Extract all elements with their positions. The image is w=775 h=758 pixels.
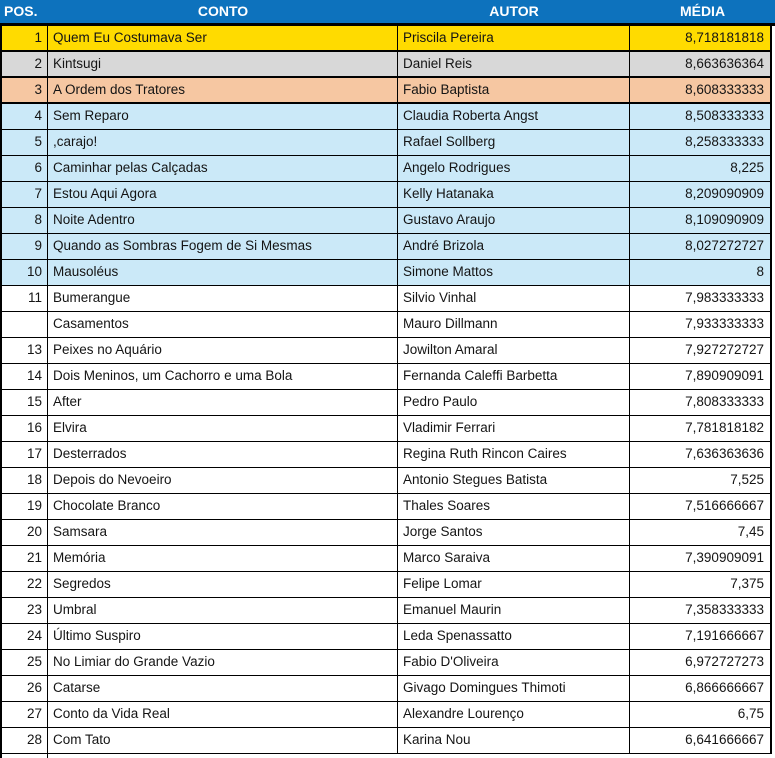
autor-cell[interactable]: Thales Soares: [398, 494, 630, 519]
conto-cell[interactable]: Umbral: [48, 598, 398, 623]
table-row: [2, 442, 770, 468]
pos-cell[interactable]: 25: [2, 650, 48, 675]
table-row: [2, 546, 770, 572]
media-cell[interactable]: 7,808333333: [685, 394, 764, 409]
pos-cell[interactable]: 18: [2, 468, 48, 493]
autor-cell[interactable]: Antonio Stegues Batista: [398, 468, 630, 493]
autor-cell[interactable]: Alexandre Lourenço: [398, 702, 630, 727]
pos-cell[interactable]: 13: [2, 338, 48, 363]
media-cell[interactable]: 7,890909091: [685, 368, 764, 383]
autor-cell[interactable]: Karina Nou: [398, 728, 630, 753]
conto-cell[interactable]: Samsara: [48, 520, 398, 545]
pos-cell[interactable]: 16: [2, 416, 48, 441]
conto-cell[interactable]: Catarse: [48, 676, 398, 701]
conto-cell[interactable]: Quando as Sombras Fogem de Si Mesmas: [48, 234, 398, 259]
pos-cell[interactable]: 23: [2, 598, 48, 623]
pos-cell[interactable]: 19: [2, 494, 48, 519]
pos-cell[interactable]: 22: [2, 572, 48, 597]
table-row: [2, 390, 770, 416]
autor-cell[interactable]: André Brizola: [398, 234, 630, 259]
autor-cell[interactable]: Fabio Baptista: [398, 78, 630, 102]
table-row: [2, 312, 770, 338]
table-body: [0, 26, 772, 754]
conto-cell[interactable]: Depois do Nevoeiro: [48, 468, 398, 493]
pos-cell[interactable]: 15: [2, 390, 48, 415]
conto-cell[interactable]: Kintsugi: [48, 52, 398, 76]
media-cell[interactable]: 8,225: [730, 160, 764, 175]
conto-cell[interactable]: Último Suspiro: [48, 624, 398, 649]
header-conto[interactable]: CONTO: [197, 3, 249, 19]
pos-cell[interactable]: 27: [2, 702, 48, 727]
table-row: [2, 364, 770, 390]
autor-cell[interactable]: Mauro Dillmann: [398, 312, 630, 337]
table-row: [2, 572, 770, 598]
table-row: [2, 624, 770, 650]
table-row: [2, 338, 770, 364]
conto-cell[interactable]: Dois Meninos, um Cachorro e uma Bola: [48, 364, 398, 389]
autor-cell[interactable]: Fabio D'Oliveira: [398, 650, 630, 675]
autor-cell[interactable]: Emanuel Maurin: [398, 598, 630, 623]
table-row: [2, 104, 770, 130]
table-row: [2, 130, 770, 156]
media-cell[interactable]: 6,75: [737, 706, 764, 721]
table-row: [2, 676, 770, 702]
conto-cell[interactable]: ,carajo!: [48, 130, 398, 155]
pos-cell[interactable]: 1: [2, 26, 48, 50]
table-row: [2, 468, 770, 494]
conto-cell[interactable]: Noite Adentro: [48, 208, 398, 233]
table-row: [2, 208, 770, 234]
media-cell[interactable]: 6,641666667: [685, 732, 764, 747]
conto-cell[interactable]: Sem Reparo: [48, 104, 398, 129]
autor-cell[interactable]: Leda Spenassatto: [398, 624, 630, 649]
media-cell[interactable]: 8,608333333: [685, 82, 764, 97]
conto-cell[interactable]: A Ordem dos Tratores: [48, 78, 398, 102]
autor-cell[interactable]: Angelo Rodrigues: [398, 156, 630, 181]
autor-cell[interactable]: Vladimir Ferrari: [398, 416, 630, 441]
media-cell[interactable]: 7,390909091: [685, 550, 764, 565]
header-pos[interactable]: POS.: [4, 3, 38, 19]
conto-cell[interactable]: Conto da Vida Real: [48, 702, 398, 727]
media-cell[interactable]: 8,209090909: [685, 186, 764, 201]
table-row: [2, 234, 770, 260]
table-row: [2, 26, 770, 52]
table-row: [2, 182, 770, 208]
media-cell[interactable]: 8,258333333: [685, 134, 764, 149]
media-cell[interactable]: 8,718181818: [685, 30, 764, 45]
header-media[interactable]: MÉDIA: [679, 3, 726, 19]
media-cell[interactable]: 7,781818182: [685, 420, 764, 435]
autor-cell[interactable]: Jowilton Amaral: [398, 338, 630, 363]
conto-cell[interactable]: Casamentos: [48, 312, 398, 337]
pos-cell[interactable]: 14: [2, 364, 48, 389]
media-cell[interactable]: 8,663636364: [685, 56, 764, 71]
pos-cell[interactable]: 24: [2, 624, 48, 649]
conto-cell[interactable]: After: [48, 390, 398, 415]
autor-cell[interactable]: Gustavo Araujo: [398, 208, 630, 233]
media-cell[interactable]: 8: [756, 264, 764, 279]
partial-pos-cell: [2, 754, 48, 758]
conto-cell[interactable]: Quem Eu Costumava Ser: [48, 26, 398, 50]
pos-cell[interactable]: 17: [2, 442, 48, 467]
media-cell[interactable]: 7,375: [730, 576, 764, 591]
conto-cell[interactable]: Elvira: [48, 416, 398, 441]
autor-cell[interactable]: Rafael Sollberg: [398, 130, 630, 155]
conto-cell[interactable]: Desterrados: [48, 442, 398, 467]
conto-cell[interactable]: Peixes no Aquário: [48, 338, 398, 363]
autor-cell[interactable]: Priscila Pereira: [398, 26, 630, 50]
table-row: [2, 650, 770, 676]
autor-cell[interactable]: Daniel Reis: [398, 52, 630, 76]
media-cell[interactable]: 7,927272727: [685, 342, 764, 357]
pos-cell[interactable]: 4: [2, 104, 48, 129]
autor-cell[interactable]: Claudia Roberta Angst: [398, 104, 630, 129]
conto-cell[interactable]: Com Tato: [48, 728, 398, 753]
header-autor[interactable]: AUTOR: [489, 3, 539, 19]
media-cell[interactable]: 7,191666667: [685, 628, 764, 643]
media-cell[interactable]: 7,358333333: [685, 602, 764, 617]
media-cell[interactable]: 7,45: [737, 524, 764, 539]
autor-cell[interactable]: Givago Domingues Thimoti: [398, 676, 630, 701]
table-row: [2, 156, 770, 182]
table-row: [2, 520, 770, 546]
conto-cell[interactable]: Mausoléus: [48, 260, 398, 285]
pos-cell[interactable]: 10: [2, 260, 48, 285]
autor-cell[interactable]: Regina Ruth Rincon Caires: [398, 442, 630, 467]
pos-cell[interactable]: 5: [2, 130, 48, 155]
autor-cell[interactable]: Pedro Paulo: [398, 390, 630, 415]
pos-cell[interactable]: 26: [2, 676, 48, 701]
pos-cell[interactable]: [2, 312, 48, 337]
media-cell[interactable]: 8,508333333: [685, 108, 764, 123]
media-cell[interactable]: 7,636363636: [685, 446, 764, 461]
autor-cell[interactable]: Kelly Hatanaka: [398, 182, 630, 207]
table-row: [2, 702, 770, 728]
table-row: [2, 416, 770, 442]
pos-cell[interactable]: 28: [2, 728, 48, 753]
table-row: [2, 728, 770, 754]
table-row: [2, 494, 770, 520]
autor-cell[interactable]: Jorge Santos: [398, 520, 630, 545]
conto-cell[interactable]: Estou Aqui Agora: [48, 182, 398, 207]
autor-cell[interactable]: Fernanda Caleffi Barbetta: [398, 364, 630, 389]
conto-cell[interactable]: Chocolate Branco: [48, 494, 398, 519]
table-row: [2, 286, 770, 312]
media-cell[interactable]: 6,866666667: [685, 680, 764, 695]
pos-cell[interactable]: 9: [2, 234, 48, 259]
pos-cell[interactable]: 7: [2, 182, 48, 207]
pos-cell[interactable]: 6: [2, 156, 48, 181]
table-row: [2, 78, 770, 104]
pos-cell[interactable]: 2: [2, 52, 48, 76]
table-row: [2, 598, 770, 624]
table-row: [2, 52, 770, 78]
conto-cell[interactable]: Memória: [48, 546, 398, 571]
autor-cell[interactable]: Silvio Vinhal: [398, 286, 630, 311]
conto-cell[interactable]: Bumerangue: [48, 286, 398, 311]
media-cell[interactable]: 7,525: [730, 472, 764, 487]
media-cell[interactable]: 7,983333333: [685, 290, 764, 305]
table-header-row: [0, 0, 775, 26]
media-cell[interactable]: 6,972727273: [685, 654, 764, 669]
pos-cell[interactable]: 8: [2, 208, 48, 233]
media-cell[interactable]: 8,027272727: [685, 238, 764, 253]
partial-clipped-row: [0, 754, 772, 758]
autor-cell[interactable]: Felipe Lomar: [398, 572, 630, 597]
conto-cell[interactable]: Segredos: [48, 572, 398, 597]
media-cell[interactable]: 8,109090909: [685, 212, 764, 227]
media-cell[interactable]: 7,933333333: [685, 316, 764, 331]
pos-cell[interactable]: 3: [2, 78, 48, 102]
conto-cell[interactable]: Caminhar pelas Calçadas: [48, 156, 398, 181]
autor-cell[interactable]: Simone Mattos: [398, 260, 630, 285]
media-cell[interactable]: 7,516666667: [685, 498, 764, 513]
pos-cell[interactable]: 11: [2, 286, 48, 311]
pos-cell[interactable]: 20: [2, 520, 48, 545]
autor-cell[interactable]: Marco Saraiva: [398, 546, 630, 571]
table-row: [2, 260, 770, 286]
pos-cell[interactable]: 21: [2, 546, 48, 571]
conto-cell[interactable]: No Limiar do Grande Vazio: [48, 650, 398, 675]
